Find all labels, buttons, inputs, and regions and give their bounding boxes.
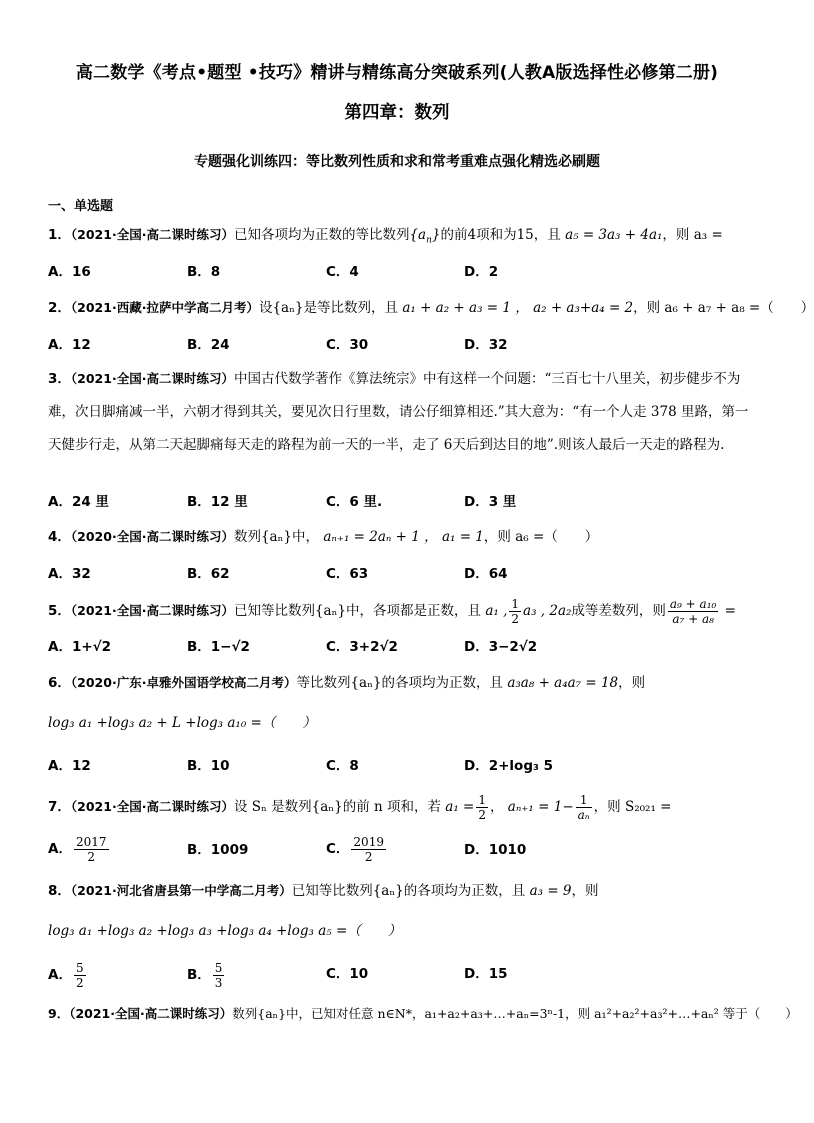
q4-option-a[interactable]: A．32 bbox=[48, 566, 91, 582]
q3-option-a[interactable]: A．24 里 bbox=[48, 494, 109, 510]
question-1: 1．（2021·全国·高二课时练习）已知各项均为正数的等比数列$\{a_n\}$的前4项和为15，且 a₅ = 3a₃ + 4a₁，则 a₃ = bbox=[48, 227, 723, 246]
question-6-expression: log₃ a₁ +log₃ a₂ + L +log₃ a₁₀ =（ ） bbox=[48, 715, 316, 731]
question-8-expression: log₃ a₁ +log₃ a₂ +log₃ a₃ +log₃ a₄ +log₃ a₅ =（ ） bbox=[48, 923, 402, 939]
question-5: 5．（2021·全国·高二课时练习）已知等比数列{aₙ}中，各项都是正数，且 a₁ , $\frac{1}{2}$ a₃ , 2a₂成等差数列，则 $\frac{\text{a₉ + a₁₀}}{\text{a₇ + a₈}}$ = bbox=[48, 597, 736, 626]
q8-option-d[interactable]: D．15 bbox=[464, 966, 508, 982]
question-3: 3．（2021·全国·高二课时练习）中国古代数学著作《算法统宗》中有这样一个问题：“三百七十八里关，初步健步不为难，次日脚痛减一半，六朝才得到其关，要见次日行里数，请公仔细算相还.”其大意为：“有一个人走 378 里路，第一天健步行走，从第二天起脚痛每天走的路程为前一天的一半，走了 6天后到达目的地”.则该人最后一天走的路程为. bbox=[48, 371, 749, 453]
q6-option-a[interactable]: A．12 bbox=[48, 758, 91, 774]
q7-option-a[interactable]: A． $\frac{2017}{2}$ bbox=[48, 835, 107, 864]
q1-option-a[interactable]: A．16 bbox=[48, 264, 91, 280]
q1-option-b[interactable]: B．8 bbox=[187, 264, 221, 280]
q4-option-b[interactable]: B．62 bbox=[187, 566, 230, 582]
q3-option-d[interactable]: D．3 里 bbox=[464, 494, 517, 510]
q3-option-b[interactable]: B．12 里 bbox=[187, 494, 248, 510]
question-6: 6．（2020·广东·卓雅外国语学校高二月考）等比数列{aₙ}的各项均为正数，且 a₃a₈ + a₄a₇ = 18，则 bbox=[48, 675, 646, 691]
question-9: 9．（2021·全国·高二课时练习）数列{aₙ}中，已知对任意 n∈N*，a₁+a₂+a₃+…+aₙ=3ⁿ-1，则 a₁²+a₂²+a₃²+…+aₙ² 等于（ ） bbox=[48, 1006, 798, 1021]
q5-option-b[interactable]: B．1−√2 bbox=[187, 639, 250, 655]
q5-option-d[interactable]: D．3−2√2 bbox=[464, 639, 538, 655]
q7-option-b[interactable]: B．1009 bbox=[187, 842, 249, 858]
question-8: 8．（2021·河北省唐县第一中学高二月考）已知等比数列{aₙ}的各项均为正数，且 a₃ = 9，则 bbox=[48, 883, 599, 899]
question-4: 4．（2020·全国·高二课时练习）数列{aₙ}中， aₙ₊₁ = 2aₙ + 1 ， a₁ = 1，则 a₆ =（ ） bbox=[48, 529, 599, 545]
q5-option-a[interactable]: A．1+√2 bbox=[48, 639, 112, 655]
q2-option-d[interactable]: D．32 bbox=[464, 337, 508, 353]
q6-option-d[interactable]: D．2+log₃ 5 bbox=[464, 758, 553, 774]
section-heading: 一、单选题 bbox=[48, 199, 114, 214]
fraction-half: $\frac{1}{2}$ bbox=[511, 597, 520, 626]
chapter-title: 第四章：数列 bbox=[344, 103, 450, 123]
q8-option-c[interactable]: C．10 bbox=[326, 966, 369, 982]
q7-option-d[interactable]: D．1010 bbox=[464, 842, 527, 858]
q1-option-d[interactable]: D．2 bbox=[464, 264, 499, 280]
q2-option-c[interactable]: C．30 bbox=[326, 337, 369, 353]
q1-option-c[interactable]: C．4 bbox=[326, 264, 359, 280]
fraction-ratio: $\frac{\text{a₉ + a₁₀}}{\text{a₇ + a₈}}$ bbox=[669, 597, 717, 626]
document-title: 高二数学《考点•题型 •技巧》精讲与精练高分突破系列(人教A版选择性必修第二册) bbox=[75, 63, 719, 83]
q6-option-c[interactable]: C．8 bbox=[326, 758, 359, 774]
q6-option-b[interactable]: B．10 bbox=[187, 758, 230, 774]
topic-title: 专题强化训练四：等比数列性质和求和常考重难点强化精选必刷题 bbox=[194, 154, 600, 170]
q5-option-c[interactable]: C．3+2√2 bbox=[326, 639, 398, 655]
q4-option-c[interactable]: C．63 bbox=[326, 566, 369, 582]
q8-option-b[interactable]: B． $\frac{5}{3}$ bbox=[187, 961, 223, 990]
q7-option-c[interactable]: C． $\frac{2019}{2}$ bbox=[326, 835, 384, 864]
question-7: 7．（2021·全国·高二课时练习）设 Sₙ 是数列{aₙ}的前 n 项和，若 a₁ = $\frac{1}{2}$ ， aₙ₊₁ = 1− $\frac{1}{\text{aₙ}}$ ，则 S₂₀₂₁ = bbox=[48, 793, 672, 822]
q2-option-b[interactable]: B．24 bbox=[187, 337, 230, 353]
q3-option-c[interactable]: C．6 里. bbox=[326, 494, 383, 510]
q8-option-a[interactable]: A． $\frac{5}{2}$ bbox=[48, 961, 84, 990]
question-2: 2．（2021·西藏·拉萨中学高二月考）设{aₙ}是等比数列，且 a₁ + a₂ + a₃ = 1 ， a₂ + a₃+a₄ = 2，则 a₆ + a₇ + a₈ =（ ） bbox=[48, 300, 814, 316]
q2-option-a[interactable]: A．12 bbox=[48, 337, 91, 353]
q4-option-d[interactable]: D．64 bbox=[464, 566, 508, 582]
